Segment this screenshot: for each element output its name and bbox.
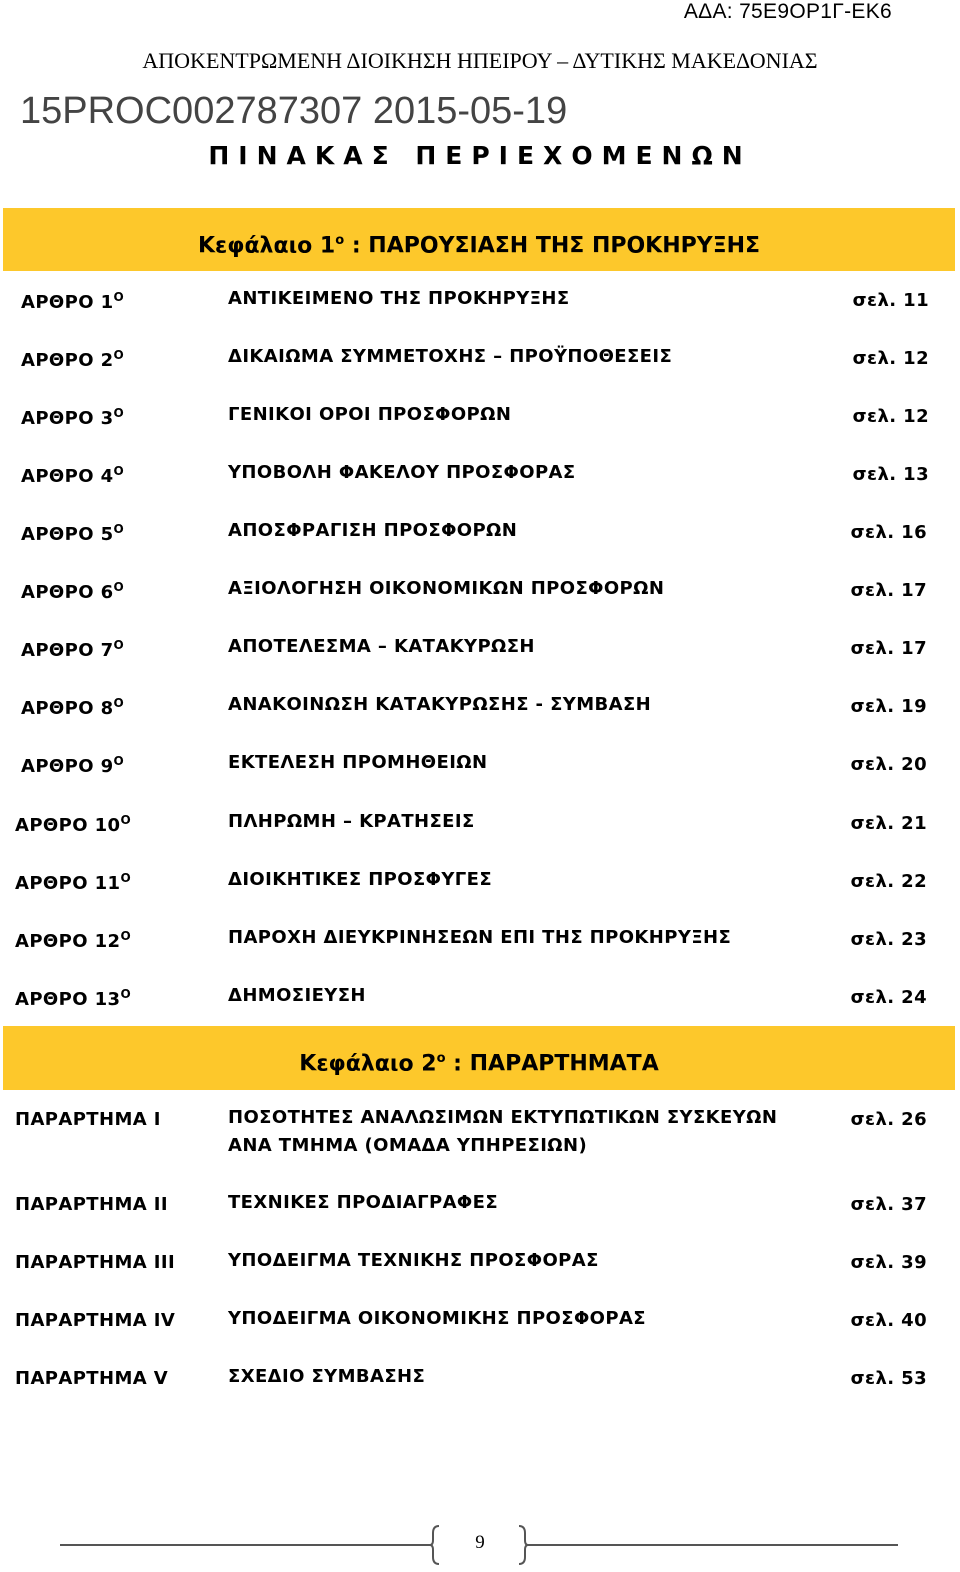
page-ref: σελ. 23 — [850, 929, 927, 950]
annex-label: ΠΑΡΑΡΤΗΜΑ ΙΙΙ — [15, 1252, 176, 1273]
annex-title: ΠΟΣΟΤΗΤΕΣ ΑΝΑΛΩΣΙΜΩΝ ΕΚΤΥΠΩΤΙΚΩΝ ΣΥΣΚΕΥΩΝ ΑΝΑ ΤΜΗΜΑ (ΟΜΑΔΑ ΥΠΗΡΕΣΙΩΝ) — [228, 1107, 778, 1156]
page-ref: σελ. 13 — [852, 464, 929, 485]
article-title: ΥΠΟΒΟΛΗ ΦΑΚΕΛΟΥ ΠΡΟΣΦΟΡΑΣ — [228, 462, 576, 483]
page-ref: σελ. 12 — [852, 406, 929, 427]
article-label: ΑΡΘΡΟ $4^O$ — [21, 464, 125, 487]
chapter-1-prefix: Κεφάλαιο 1 — [197, 233, 336, 259]
article-label: ΑΡΘΡΟ $2^O$ — [21, 348, 125, 371]
annex-title: ΥΠΟΔΕΙΓΜΑ ΤΕΧΝΙΚΗΣ ΠΡΟΣΦΟΡΑΣ — [228, 1250, 599, 1271]
chapter-1-heading — [3, 208, 955, 271]
article-title: ΔΗΜΟΣΙΕΥΣΗ — [228, 985, 366, 1006]
article-label: ΑΡΘΡΟ $6^O$ — [21, 580, 125, 603]
footer-rule-right — [528, 1544, 898, 1546]
article-label: ΑΡΘΡΟ $5^O$ — [21, 522, 125, 545]
annex-title: ΤΕΧΝΙΚΕΣ ΠΡΟΔΙΑΓΡΑΦΕΣ — [228, 1192, 499, 1213]
annex-title: ΥΠΟΔΕΙΓΜΑ ΟΙΚΟΝΟΜΙΚΗΣ ΠΡΟΣΦΟΡΑΣ — [228, 1308, 646, 1329]
article-label: ΑΡΘΡΟ $3^O$ — [21, 406, 125, 429]
page-ref: σελ. 22 — [850, 871, 927, 892]
page-ref: σελ. 39 — [850, 1252, 927, 1273]
chapter-1-title: : ΠΑΡΟΥΣΙΑΣΗ ΤΗΣ ΠΡΟΚΗΡΥΞΗΣ — [344, 233, 761, 259]
page-ref: σελ. 40 — [850, 1310, 927, 1331]
ada-code: ΑΔΑ: 75Ε9ΟΡ1Γ-ΕΚ6 — [683, 0, 892, 23]
article-title: ΔΙΚΑΙΩΜΑ ΣΥΜΜΕΤΟΧΗΣ – ΠΡΟΫΠΟΘΕΣΕΙΣ — [228, 346, 673, 367]
article-title: ΑΠΟΤΕΛΕΣΜΑ – ΚΑΤΑΚΥΡΩΣΗ — [228, 636, 535, 657]
page-number: 9 — [475, 1532, 485, 1553]
chapter-1-sup: ο — [335, 233, 345, 248]
article-title: ΓΕΝΙΚΟΙ ΟΡΟΙ ΠΡΟΣΦΟΡΩΝ — [228, 404, 512, 425]
article-label: ΑΡΘΡΟ $7^O$ — [21, 638, 125, 661]
chapter-2-sup: ο — [436, 1051, 446, 1066]
page-ref: σελ. 12 — [852, 348, 929, 369]
page-ref: σελ. 11 — [852, 290, 929, 311]
toc-title: ΠΙΝΑΚΑΣ ΠΕΡΙΕΧΟΜΕΝΩΝ — [208, 141, 752, 170]
article-label: ΑΡΘΡΟ $11^O$ — [15, 871, 132, 894]
page-ref: σελ. 53 — [850, 1368, 927, 1389]
article-label: ΑΡΘΡΟ $1^O$ — [21, 290, 125, 313]
article-title: ΔΙΟΙΚΗΤΙΚΕΣ ΠΡΟΣΦΥΓΕΣ — [228, 869, 493, 890]
page-ref: σελ. 16 — [850, 522, 927, 543]
chapter-2-title: : ΠΑΡΑΡΤΗΜΑΤΑ — [445, 1051, 659, 1077]
annex-title: ΣΧΕΔΙΟ ΣΥΜΒΑΣΗΣ — [228, 1366, 426, 1387]
page-ref: σελ. 24 — [850, 987, 927, 1008]
article-title: ΠΛΗΡΩΜΗ – ΚΡΑΤΗΣΕΙΣ — [228, 811, 475, 832]
page-ref: σελ. 17 — [850, 638, 927, 659]
article-title: ΑΝΤΙΚΕΙΜΕΝΟ ΤΗΣ ΠΡΟΚΗΡΥΞΗΣ — [228, 288, 570, 309]
annex-label: ΠΑΡΑΡΤΗΜΑ Ι — [15, 1109, 161, 1130]
article-label: ΑΡΘΡΟ $10^O$ — [15, 813, 132, 836]
page-ref: σελ. 37 — [850, 1194, 927, 1215]
article-title: ΑΝΑΚΟΙΝΩΣΗ ΚΑΤΑΚΥΡΩΣΗΣ - ΣΥΜΒΑΣΗ — [228, 694, 652, 715]
footer-rule-left — [60, 1544, 432, 1546]
article-label: ΑΡΘΡΟ $9^O$ — [21, 754, 125, 777]
left-brace-icon — [430, 1525, 440, 1565]
page-ref: σελ. 26 — [850, 1109, 927, 1130]
chapter-2-heading — [3, 1026, 955, 1090]
authority-name: ΑΠΟΚΕΝΤΡΩΜΕΝΗ ΔΙΟΙΚΗΣΗ ΗΠΕΙΡΟΥ – ΔΥΤΙΚΗΣ ΜΑΚΕΔΟΝΙΑΣ — [142, 48, 818, 73]
article-title: ΕΚΤΕΛΕΣΗ ΠΡΟΜΗΘΕΙΩΝ — [228, 752, 488, 773]
annex-label: ΠΑΡΑΡΤΗΜΑ IV — [15, 1310, 176, 1331]
article-label: ΑΡΘΡΟ $8^O$ — [21, 696, 125, 719]
annex-label: ΠΑΡΑΡΤΗΜΑ ΙΙ — [15, 1194, 168, 1215]
article-title: ΑΞΙΟΛΟΓΗΣΗ ΟΙΚΟΝΟΜΙΚΩΝ ΠΡΟΣΦΟΡΩΝ — [228, 578, 665, 599]
proc-code: 15PROC002787307 2015-05-19 — [20, 90, 568, 132]
chapter-2-prefix: Κεφάλαιο 2 — [299, 1051, 437, 1077]
page-ref: σελ. 20 — [850, 754, 927, 775]
article-label: ΑΡΘΡΟ $13^O$ — [15, 987, 132, 1010]
page-ref: σελ. 17 — [850, 580, 927, 601]
annex-label: ΠΑΡΑΡΤΗΜΑ V — [15, 1368, 169, 1389]
article-title: ΑΠΟΣΦΡΑΓΙΣΗ ΠΡΟΣΦΟΡΩΝ — [228, 520, 518, 541]
article-label: ΑΡΘΡΟ $12^O$ — [15, 929, 132, 952]
page-ref: σελ. 21 — [850, 813, 927, 834]
page-ref: σελ. 19 — [850, 696, 927, 717]
article-title: ΠΑΡΟΧΗ ΔΙΕΥΚΡΙΝΗΣΕΩΝ ΕΠΙ ΤΗΣ ΠΡΟΚΗΡΥΞΗΣ — [228, 927, 732, 948]
